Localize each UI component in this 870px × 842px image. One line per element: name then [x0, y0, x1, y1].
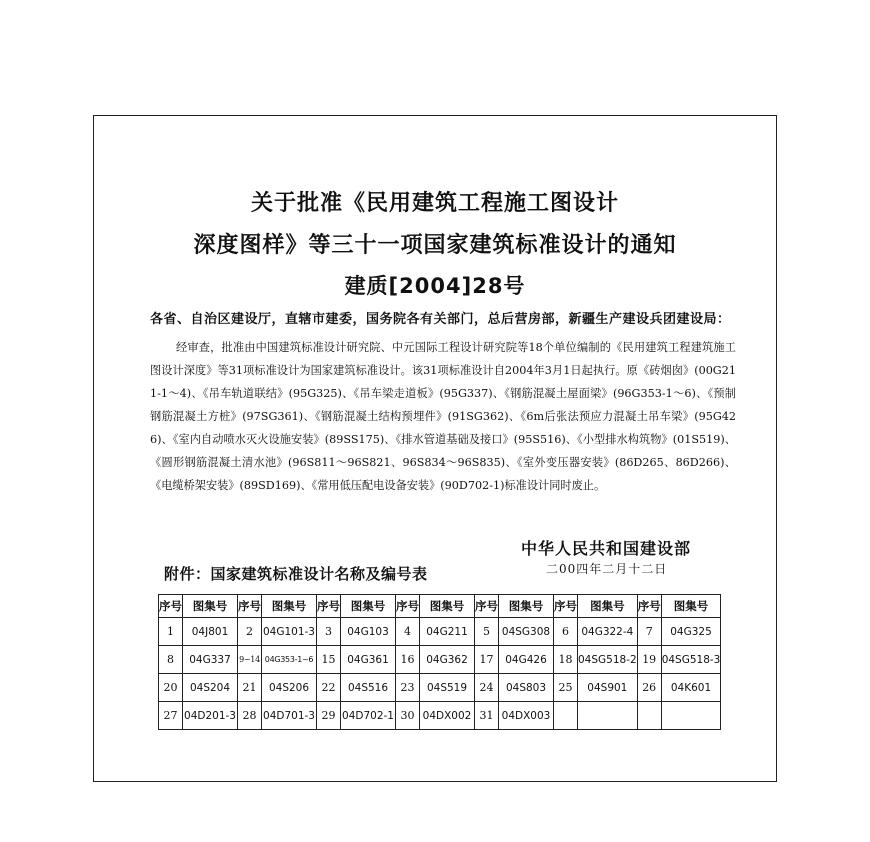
- cell-no: 28: [238, 702, 262, 730]
- cell-code: 04SG518-3: [661, 646, 721, 674]
- cell-code: 04G322-4: [578, 618, 638, 646]
- header-code: 图集号: [578, 595, 638, 618]
- cell-no: 8: [159, 646, 183, 674]
- cell-no: [554, 702, 578, 730]
- cell-code: 04S206: [262, 674, 317, 702]
- header-code: 图集号: [420, 595, 475, 618]
- cell-no: 19: [637, 646, 661, 674]
- cell-no: 27: [159, 702, 183, 730]
- cell-code: 04G325: [661, 618, 721, 646]
- cell-code: [578, 702, 638, 730]
- cell-code: 04G337: [183, 646, 238, 674]
- cell-code: 04D701-3: [262, 702, 317, 730]
- cell-code: 04D702-1: [341, 702, 396, 730]
- salutation: 各省、自治区建设厅，直辖市建委，国务院各有关部门，总后营房部，新疆生产建设兵团建设局：: [150, 312, 731, 327]
- cell-code: 04DX003: [499, 702, 554, 730]
- cell-code: 04SG518-2: [578, 646, 638, 674]
- cell-code: 04G426: [499, 646, 554, 674]
- cell-code: 04K601: [661, 674, 721, 702]
- cell-no: 30: [396, 702, 420, 730]
- cell-no: 24: [475, 674, 499, 702]
- cell-code: 04G353-1~6: [262, 646, 317, 674]
- cell-code: 04J801: [183, 618, 238, 646]
- cell-no: [637, 702, 661, 730]
- cell-no: 4: [396, 618, 420, 646]
- cell-code: 04S519: [420, 674, 475, 702]
- cell-no: 6: [554, 618, 578, 646]
- cell-code: 04G211: [420, 618, 475, 646]
- cell-no: 22: [317, 674, 341, 702]
- cell-no: 5: [475, 618, 499, 646]
- table-row: [159, 646, 721, 674]
- table-header-row: [159, 595, 721, 618]
- cell-no: 7: [637, 618, 661, 646]
- cell-no: 3: [317, 618, 341, 646]
- cell-no: 17: [475, 646, 499, 674]
- table-row: [159, 674, 721, 702]
- issue-date: 二00四年二月十二日: [546, 562, 668, 576]
- header-no: 序号: [637, 595, 661, 618]
- cell-no: 2: [238, 618, 262, 646]
- cell-code: 04G103: [341, 618, 396, 646]
- cell-no: 23: [396, 674, 420, 702]
- cell-code: 04G362: [420, 646, 475, 674]
- cell-no: 1: [159, 618, 183, 646]
- notice-title-line-1: 关于批准《民用建筑工程施工图设计: [250, 191, 619, 216]
- header-no: 序号: [238, 595, 262, 618]
- header-no: 序号: [554, 595, 578, 618]
- cell-no: 26: [637, 674, 661, 702]
- attachment-title: 附件：国家建筑标准设计名称及编号表: [164, 565, 428, 583]
- cell-code: 04S204: [183, 674, 238, 702]
- header-code: 图集号: [183, 595, 238, 618]
- header-code: 图集号: [499, 595, 554, 618]
- cell-no: 18: [554, 646, 578, 674]
- cell-no: 16: [396, 646, 420, 674]
- cell-no: 25: [554, 674, 578, 702]
- notice-title-line-2: 深度图样》等三十一项国家建筑标准设计的通知: [193, 233, 677, 258]
- standards-table: [158, 594, 721, 730]
- cell-no: 31: [475, 702, 499, 730]
- cell-code: 04S901: [578, 674, 638, 702]
- cell-code: 04DX002: [420, 702, 475, 730]
- cell-no: 21: [238, 674, 262, 702]
- notice-body: 经审查，批准由中国建筑标准设计研究院、中元国际工程设计研究院等18个单位编制的《民用建筑工程建筑施工图设计深度》等31项标准设计为国家建筑标准设计。该31项标准设计自2004年3月1日起执行。原《砖烟囱》(00G211-1～4)、《吊车轨道联结》(95G325)、《吊车梁走道板》(95G337)、《钢筋混凝土屋面梁》(96G353-1～6)、《预制钢筋混凝土方桩》(97SG361)、《钢筋混凝土结构预埋件》(91SG362)、《6m后张法预应力混凝土吊车梁》(95G426)、《室内自动喷水灭火设施安装》(89SS175)、《排水管道基础及接口》(95S516)、《小型排水构筑物》(01S519)、《圆形钢筋混凝土清水池》(96S811～96S821、96S834～96S835)、《室外变压器安装》(86D265、86D266)、《电缆桥架安装》(89SD169)、《常用低压配电设备安装》(90D702-1)标准设计同时废止。: [150, 341, 736, 492]
- header-code: 图集号: [262, 595, 317, 618]
- cell-code: 04SG308: [499, 618, 554, 646]
- cell-code: [661, 702, 721, 730]
- header-no: 序号: [159, 595, 183, 618]
- cell-code: 04S803: [499, 674, 554, 702]
- header-no: 序号: [396, 595, 420, 618]
- cell-code: 04D201-3: [183, 702, 238, 730]
- header-no: 序号: [475, 595, 499, 618]
- document-number: 建质[2004]28号: [344, 274, 526, 298]
- header-code: 图集号: [341, 595, 396, 618]
- cell-code: 04G361: [341, 646, 396, 674]
- table-row: [159, 702, 721, 730]
- issuer: 中华人民共和国建设部: [521, 539, 692, 558]
- cell-no: 29: [317, 702, 341, 730]
- cell-code: 04G101-3: [262, 618, 317, 646]
- cell-no: 9~14: [238, 646, 262, 674]
- header-no: 序号: [317, 595, 341, 618]
- cell-no: 20: [159, 674, 183, 702]
- cell-code: 04S516: [341, 674, 396, 702]
- header-code: 图集号: [661, 595, 721, 618]
- cell-no: 15: [317, 646, 341, 674]
- table-row: [159, 618, 721, 646]
